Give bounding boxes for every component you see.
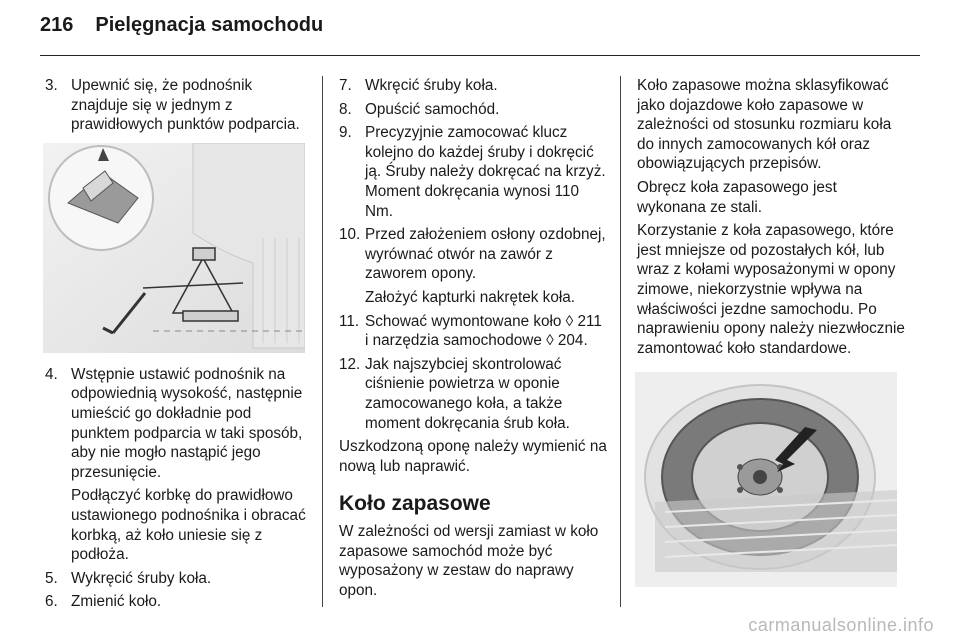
step-text: Opuścić samochód. <box>365 100 500 118</box>
jack-illustration <box>43 143 305 353</box>
step-10 <box>339 225 607 307</box>
step-number: 7. <box>339 77 352 94</box>
column-right <box>637 76 907 599</box>
page-number: 216 <box>40 14 74 36</box>
step-3 <box>45 76 307 135</box>
step-note: Założyć kapturki nakrętek koła. <box>365 288 575 306</box>
column-left <box>45 76 307 616</box>
step-text: Jak najszybciej skontrolować ciśnienie powietrza w oponie zamocowanego koła, a także moment dokręcania śrub koła. <box>365 355 570 432</box>
step-number: 9. <box>339 124 352 142</box>
step-text: Przed założeniem osłony ozdobnej, wyrównać otwór na zawór z zaworem opony. <box>365 226 606 283</box>
step-6 <box>45 592 307 612</box>
step-7 <box>339 76 607 96</box>
step-4 <box>45 365 307 565</box>
column-middle <box>339 76 607 605</box>
step-number: 12. <box>339 355 361 373</box>
column-divider <box>322 76 323 607</box>
step-8 <box>339 100 607 120</box>
step-text: Precyzyjnie zamocować klucz kolejno do każdej śruby i dokręcić ją. Śruby należy dokręcać na krzyż. Moment dokręcania wynosi 110 Nm. <box>365 124 606 220</box>
column-divider <box>620 76 621 607</box>
spare-wheel-illustration <box>635 372 897 587</box>
step-text: Wkręcić śruby koła. <box>365 77 498 94</box>
replace-tire-note: Uszkodzoną oponę należy wymienić na nową lub naprawić. <box>339 438 607 475</box>
section-heading: Koło zapasowe <box>339 492 491 516</box>
step-9 <box>339 123 607 221</box>
step-12 <box>339 355 607 433</box>
page-title: Pielęgnacja samochodu <box>95 14 324 36</box>
step-number: 6. <box>45 593 58 611</box>
section-intro: W zależności od wersji zamiast w koło zapasowe samochód może być wyposażony w zestaw do naprawy opon. <box>339 523 599 600</box>
step-number: 4. <box>45 365 58 383</box>
step-number: 5. <box>45 569 58 587</box>
step-number: 8. <box>339 100 352 118</box>
paragraph-rim: Obręcz koła zapasowego jest wykonana ze stali. <box>637 178 837 216</box>
step-text: Upewnić się, że podnośnik znajduje się w jednym z prawidłowych punktów podparcia. <box>71 77 300 134</box>
step-text: Wykręcić śruby koła. <box>71 569 212 587</box>
header-rule <box>40 55 920 56</box>
step-text: Zmienić koło. <box>71 593 162 611</box>
step-5 <box>45 569 307 589</box>
paragraph-usage: Korzystanie z koła zapasowego, które jest mniejsze od pozostałych kół, lub wraz z kołami wyposażonymi w opony zimowe, niekorzystnie wpływa na właściwości jezdne samochodu. Po naprawieniu opony należy niezwłocznie zamontować koło standardowe. <box>637 222 905 357</box>
watermark: carmanualsonline.info <box>748 615 934 635</box>
step-11 <box>339 312 607 351</box>
step-number: 10. <box>339 226 361 244</box>
step-number: 3. <box>45 77 58 94</box>
step-text: Schować wymontowane koło ◊ 211 i narzędzia samochodowe ◊ 204. <box>365 312 602 350</box>
page-header <box>40 14 323 37</box>
step-number: 11. <box>339 312 360 330</box>
step-text: Wstępnie ustawić podnośnik na odpowiednią wysokość, następnie umieścić go dokładnie pod punktem podparcia w taki sposób, aby nie mogło nastąpić jego przesunięcie. <box>71 365 303 481</box>
paragraph-classification: Koło zapasowe można sklasyfikować jako dojazdowe koło zapasowe w zależności od stosunku rozmiaru koła do innych zamocowanych kół oraz obowiązujących przepisów. <box>637 77 892 173</box>
step-note: Podłączyć korbkę do prawidłowo ustawionego podnośnika i obracać korbką, aż koło uniesie się z podłoża. <box>71 487 306 564</box>
